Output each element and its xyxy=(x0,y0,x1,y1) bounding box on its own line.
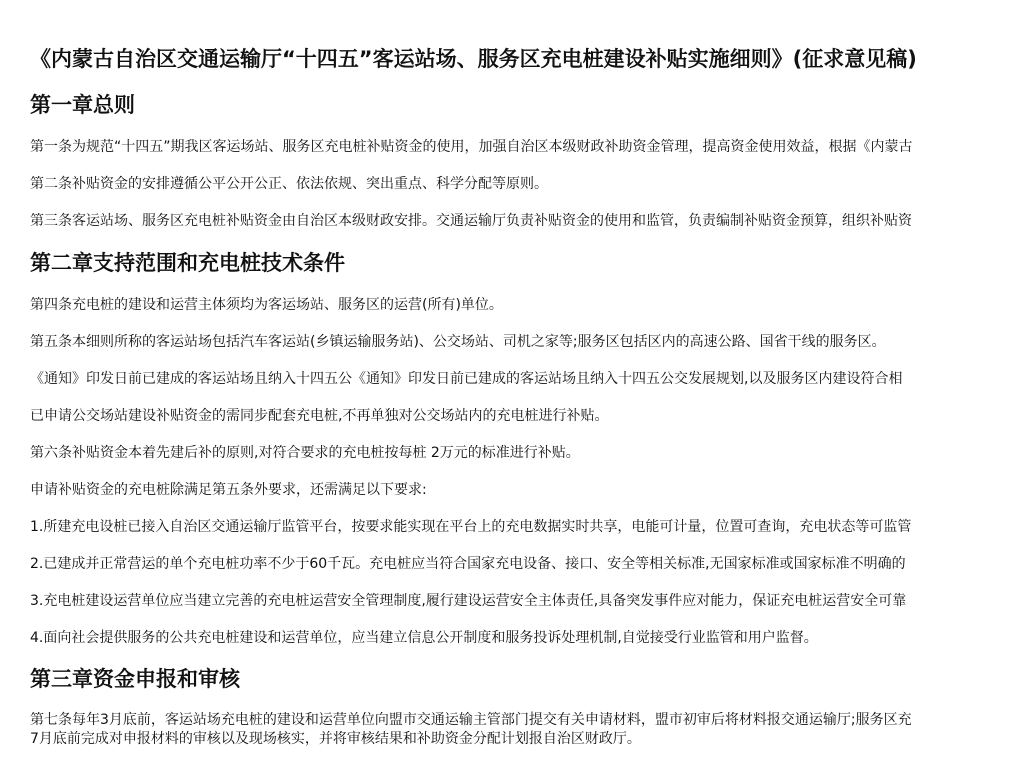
notice-paragraph: 《通知》印发日前已建成的客运站场且纳入十四五公《通知》印发日前已建成的客运站场且纳入十四五公交发展规划,以及服务区内建设符合相 xyxy=(30,371,903,387)
article-6-paragraph: 第六条补贴资金本着先建后补的原则,对符合要求的充电桩按每桩 2万元的标准进行补贴。 xyxy=(30,445,580,461)
document-page xyxy=(30,0,1024,768)
article-7-paragraph-line-1: 第七条每年3月底前，客运站场充电桩的建设和运营单位向盟市交通运输主管部门提交有关申请材料，盟市初审后将材料报交通运输厅;服务区充 xyxy=(30,712,912,728)
document-title: 《内蒙古自治区交通运输厅“十四五”客运站场、服务区充电桩建设补贴实施细则》(征求意见稿) xyxy=(30,47,917,71)
requirement-4-paragraph: 4.面向社会提供服务的公共充电桩建设和运营单位，应当建立信息公开制度和服务投诉处理机制,自觉接受行业监管和用户监督。 xyxy=(30,630,818,646)
article-5-paragraph: 第五条本细则所称的客运站场包括汽车客运站(乡镇运输服务站)、公交场站、司机之家等;服务区包括区内的高速公路、国省干线的服务区。 xyxy=(30,334,886,350)
requirement-3-paragraph: 3.充电桩建设运营单位应当建立完善的充电桩运营安全管理制度,履行建设运营安全主体责任,具备突发事件应对能力，保证充电桩运营安全可靠 xyxy=(30,593,907,609)
requirement-1-paragraph: 1.所建充电设桩已接入自治区交通运输厅监管平台，按要求能实现在平台上的充电数据实时共享，电能可计量，位置可查询，充电状态等可监管 xyxy=(30,519,912,535)
article-4-paragraph: 第四条充电桩的建设和运营主体须均为客运场站、服务区的运营(所有)单位。 xyxy=(30,297,503,313)
article-3-paragraph: 第三条客运站场、服务区充电桩补贴资金由自治区本级财政安排。交通运输厅负责补贴资金的使用和监管，负责编制补贴资金预算，组织补贴资 xyxy=(30,213,912,229)
chapter-1-heading: 第一章总则 xyxy=(30,93,135,117)
bus-station-paragraph: 已申请公交场站建设补贴资金的需同步配套充电桩,不再单独对公交场站内的充电桩进行补贴。 xyxy=(30,408,609,424)
article-7-paragraph-line-2: 7月底前完成对申报材料的审核以及现场核实，并将审核结果和补助资金分配计划报自治区财政厅。 xyxy=(30,731,641,747)
chapter-2-heading: 第二章支持范围和充电桩技术条件 xyxy=(30,251,345,275)
requirement-2-paragraph: 2.已建成并正常营运的单个充电桩功率不少于60千瓦。充电桩应当符合国家充电设备、接口、安全等相关标准,无国家标准或国家标准不明确的 xyxy=(30,556,906,572)
requirements-intro-paragraph: 申请补贴资金的充电桩除满足第五条外要求，还需满足以下要求: xyxy=(30,482,427,498)
article-2-paragraph: 第二条补贴资金的安排遵循公平公开公正、依法依规、突出重点、科学分配等原则。 xyxy=(30,176,548,192)
chapter-3-heading: 第三章资金申报和审核 xyxy=(30,667,240,691)
article-1-paragraph: 第一条为规范“十四五”期我区客运场站、服务区充电桩补贴资金的使用，加强自治区本级财政补助资金管理，提高资金使用效益，根据《内蒙古 xyxy=(30,139,913,155)
